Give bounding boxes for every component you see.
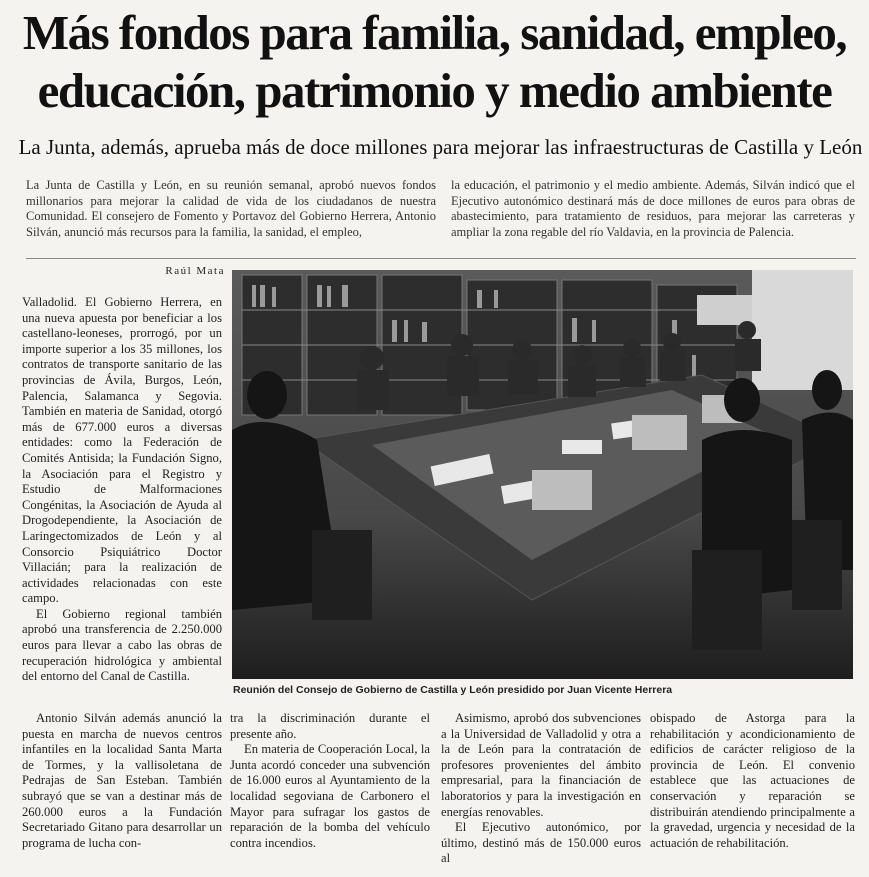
body-paragraph: Valladolid. El Gobierno Herrera, en una nueva apuesta por beneficiar a los castellano-leoneses, prorrogó, por un importe superior a los 35 millones, los contratos de transporte sanitario de las provincias de Ávila, Burgos, León, Palencia, Salamanca y Segovia. También en materia de Sanidad, otorgó más de 677.000 euros a diversas entidades: como la Federación de Comités Antisida; la Fundación Signo, la Asociación para el Registro y Estudio de Malformaciones Congénitas, la Asociación de Ayuda al Drogodependiente, la Asociación de Laringectomizados de León y al Consorcio Psiquiátrico Doctor Villacián; para la realización de actividades relacionadas con este campo. — [22, 295, 222, 606]
byline: Raúl Mata — [165, 265, 225, 277]
body-paragraph: obispado de Astorga para la rehabilitación y acondicionamiento de edificios de carácter religioso de la provincia de León. El convenio establece que las actuaciones de conservación y reparación se distribuirán atendiendo principalmente a la gravedad, urgencia y necesidad de la actuación de rehabilitación. — [650, 711, 855, 850]
photo-caption: Reunión del Consejo de Gobierno de Castilla y León presidido por Juan Vicente Herrera — [233, 684, 673, 696]
divider — [26, 258, 856, 259]
headline — [0, 4, 869, 120]
lead-paragraph-right: la educación, el patrimonio y el medio ambiente. Además, Silván indicó que el Ejecutivo autonómico destinará más de doce millones de euros para obras de abastecimiento, para tratamiento de residuos, para mejorar las carreteras y ampliar la zona regable del río Valdavia, en la provincia de Palencia. — [451, 178, 855, 239]
body-paragraph: El Gobierno regional también aprobó una transferencia de 2.250.000 euros para llevar a cabo las obras de recuperación hidrológica y ambiental del entorno del Canal de Castilla. — [22, 606, 222, 684]
body-paragraph: El Ejecutivo autonómico, por último, destinó más de 150.000 euros al — [441, 820, 641, 866]
lead-paragraph-left: La Junta de Castilla y León, en su reunión semanal, aprobó nuevos fondos millonarios para mejorar la calidad de vida de los ciudadanos de nuestra Comunidad. El consejero de Fomento y Portavoz del Gobierno Herrera, Antonio Silván, anunció más recursos para la familia, la sanidad, el empleo, — [26, 178, 436, 239]
body-column-4 — [650, 711, 855, 851]
body-paragraph: tra la discriminación durante el presente año. — [230, 711, 430, 741]
body-paragraph: En materia de Cooperación Local, la Junta acordó conceder una subvención de 16.000 euros al Ayuntamiento de la localidad segoviana de Carbonero el Mayor para sufragar los gastos de reparación de la bomba del vehículo contra incendios. — [230, 742, 430, 850]
meeting-photo-illustration — [232, 270, 853, 679]
body-column-2 — [230, 711, 430, 851]
subheadline: La Junta, además, aprueba más de doce millones para mejorar las infraestructuras de Castilla y León — [18, 135, 863, 159]
body-paragraph: Asimismo, aprobó dos subvenciones a la Universidad de Valladolid y otra a la de León para la contratación de profesores provenientes del ámbito empresarial, para la financiación de laboratorios y para la investigación en energías renovables. — [441, 711, 641, 819]
headline-line-2: educación, patrimonio y medio ambiente — [37, 63, 832, 118]
body-column-1 — [22, 295, 222, 685]
headline-line-1: Más fondos para familia, sanidad, empleo, — [22, 5, 847, 60]
body-column-1-bottom — [22, 711, 222, 851]
news-photo — [232, 270, 853, 679]
body-column-3 — [441, 711, 641, 867]
body-paragraph: Antonio Silván además anunció la puesta en marcha de nuevos centros infantiles en la localidad Santa Marta de Tormes, y la vallisoletana de Pedrajas de San Esteban. También subrayó que se van a destinar más de 260.000 euros a la Fundación Secretariado Gitano para desarrollar un programa de lucha con- — [22, 711, 222, 850]
